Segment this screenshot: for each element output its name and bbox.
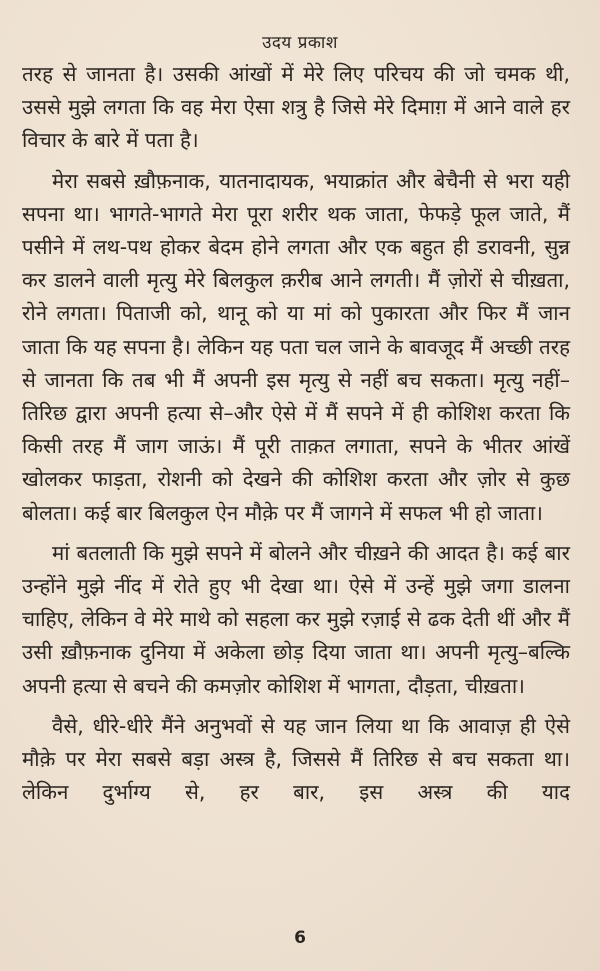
paragraph-4: वैसे, धीरे-धीरे मैंने अनुभवों से यह जान लिया था कि आवाज़ ही ऐसे मौक़े पर मेरा सबसे बड़ा अस्त्र है, जिससे मैं तिरिछ से बच सकता था। लेकिन दुर्भाग्य से, हर बार, इस अस्त्र की याद	[22, 713, 570, 805]
paragraph-1: तरह से जानता है। उसकी आंखों में मेरे लिए परिचय की जो चमक थी, उससे मुझे लगता कि वह मेरा ऐसा शत्रु है जिसे मेरे दिमाग़ में आने वाले हर विचार के बारे में पता है।	[22, 62, 570, 153]
body-text	[22, 58, 570, 816]
running-head: उदय प्रकाश	[262, 33, 338, 53]
paragraph-2: मेरा सबसे ख़ौफ़नाक, यातनादायक, भयाक्रांत और बेचैनी से भरा यही सपना था। भागते-भागते मेरा पूरा शरीर थक जाता, फेफड़े फूल जाते, मैं पसीने में लथ-पथ होकर बेदम होने लगता और एक बहुत ही डरावनी, सुन्न कर डालने वाली मृत्यु मेरे बिलकुल क़रीब आने लगती। मैं ज़ोरों से चीख़ता, रोने लगता। पिताजी को, थानू को या मां को पुकारता और फिर मैं जान जाता कि यह सपना है। लेकिन यह पता चल जाने के बावजूद मैं अच्छी तरह से जानता कि तब भी मैं अपनी इस मृत्यु से नहीं बच सकता। मृत्यु नहीं–तिरिछ द्वारा अपनी हत्या से–और ऐसे में मैं सपने में ही कोशिश करता कि किसी तरह मैं जाग जाऊं। मैं पूरी ताक़त लगाता, सपने के भीतर आंखें खोलकर फाड़ता, रोशनी को देखने की कोशिश करता और ज़ोर से कुछ बोलता। कई बार बिलकुल ऐन मौक़े पर मैं जागने में सफल भी हो जाता।	[22, 168, 571, 525]
page-number: 6	[294, 928, 306, 948]
paragraph-3: मां बतलाती कि मुझे सपने में बोलने और चीख़ने की आदत है। कई बार उन्होंने मुझे नींद में रोते हुए भी देखा था। ऐसे में उन्हें मुझे जगा डालना चाहिए, लेकिन वे मेरे माथे को सहला कर मुझे रज़ाई से ढक देती थीं और मैं उसी ख़ौफ़नाक दुनिया में अकेला छोड़ दिया जाता था। अपनी मृत्यु–बल्कि अपनी हत्या से बचने की कमज़ोर कोशिश में भागता, दौड़ता, चीख़ता।	[22, 540, 570, 698]
